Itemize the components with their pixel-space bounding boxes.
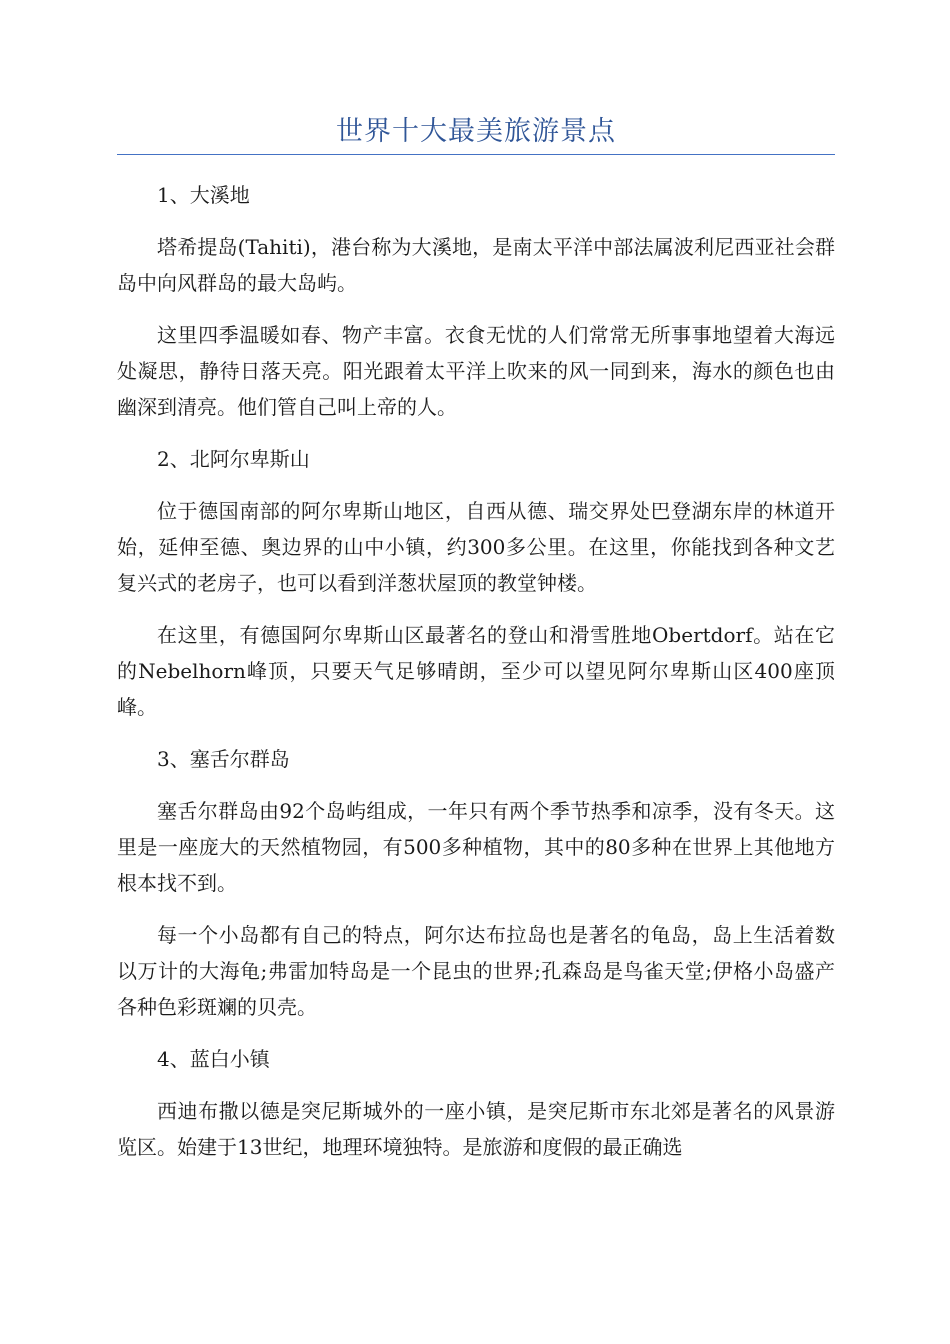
- document-page: [117, 0, 835, 1181]
- section-heading: 1、大溪地: [157, 183, 250, 207]
- paragraph: 塞舌尔群岛由92个岛屿组成，一年只有两个季节热季和凉季，没有冬天。这里是一座庞大的天然植物园，有500多种植物，其中的80多种在世界上其他地方根本找不到。: [117, 799, 835, 895]
- page-title: 世界十大最美旅游景点: [336, 116, 616, 147]
- document-body: [117, 177, 835, 1165]
- paragraph: 这里四季温暖如春、物产丰富。衣食无忧的人们常常无所事事地望着大海远处凝思，静待日落天亮。阳光跟着太平洋上吹来的风一同到来，海水的颜色也由幽深到清亮。他们管自己叫上帝的人。: [117, 323, 835, 419]
- section-heading: 4、蓝白小镇: [157, 1047, 270, 1071]
- paragraph: 塔希提岛(Tahiti)，港台称为大溪地，是南太平洋中部法属波利尼西亚社会群岛中向风群岛的最大岛屿。: [117, 235, 835, 295]
- paragraph: 每一个小岛都有自己的特点，阿尔达布拉岛也是著名的龟岛，岛上生活着数以万计的大海龟;弗雷加特岛是一个昆虫的世界;孔森岛是鸟雀天堂;伊格小岛盛产各种色彩斑斓的贝壳。: [117, 923, 835, 1019]
- section-heading: 3、塞舌尔群岛: [157, 747, 290, 771]
- title-underline: [117, 154, 835, 155]
- paragraph: 位于德国南部的阿尔卑斯山地区，自西从德、瑞交界处巴登湖东岸的林道开始，延伸至德、奥边界的山中小镇，约300多公里。在这里，你能找到各种文艺复兴式的老房子，也可以看到洋葱状屋顶的教堂钟楼。: [117, 499, 835, 595]
- paragraph: 西迪布撒以德是突尼斯城外的一座小镇，是突尼斯市东北郊是著名的风景游览区。始建于13世纪，地理环境独特。是旅游和度假的最正确选: [117, 1099, 835, 1159]
- section-heading: 2、北阿尔卑斯山: [157, 447, 310, 471]
- paragraph: 在这里，有德国阿尔卑斯山区最著名的登山和滑雪胜地Obertdorf。站在它的Nebelhorn峰顶，只要天气足够晴朗，至少可以望见阿尔卑斯山区400座顶峰。: [117, 623, 835, 719]
